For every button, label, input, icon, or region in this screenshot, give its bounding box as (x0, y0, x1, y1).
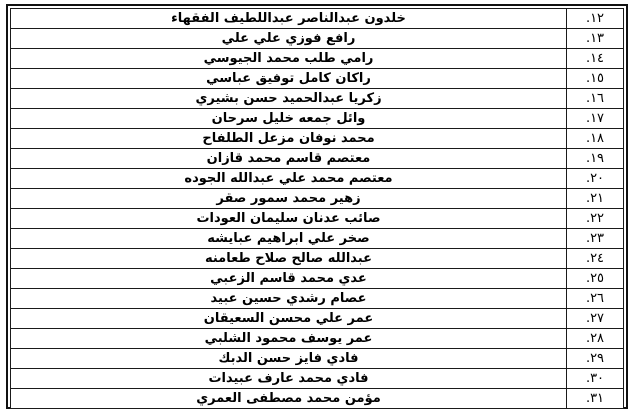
row-number-cell: ٣٠. (567, 369, 624, 389)
document-border-frame (6, 4, 628, 409)
row-name-cell: وائل جمعه خليل سرحان (11, 109, 567, 129)
row-number-cell: ١٢. (567, 9, 624, 29)
row-number-cell: ٢٨. (567, 329, 624, 349)
row-number-cell: ٢١. (567, 189, 624, 209)
table-row (11, 149, 624, 169)
row-number-cell: ١٨. (567, 129, 624, 149)
table-row (11, 309, 624, 329)
row-name-cell: فادي محمد عارف عبيدات (11, 369, 567, 389)
row-number-cell: ١٣. (567, 29, 624, 49)
row-name-cell: زهير محمد سمور صقر (11, 189, 567, 209)
row-number-cell: ٢٩. (567, 349, 624, 369)
table-row (11, 229, 624, 249)
row-name-cell: عمر يوسف محمود الشلبي (11, 329, 567, 349)
row-number-cell: ١٧. (567, 109, 624, 129)
row-number-cell: ٣١. (567, 389, 624, 409)
table-row (11, 389, 624, 409)
table-row (11, 189, 624, 209)
row-number-cell: ٢٣. (567, 229, 624, 249)
table-row (11, 9, 624, 29)
row-number-cell: ١٦. (567, 89, 624, 109)
row-name-cell: عدي محمد قاسم الزعبي (11, 269, 567, 289)
table-row (11, 29, 624, 49)
table-row (11, 129, 624, 149)
row-name-cell: خلدون عبدالناصر عبداللطيف الفقهاء (11, 9, 567, 29)
row-number-cell: ٢٠. (567, 169, 624, 189)
row-number-cell: ٢٥. (567, 269, 624, 289)
row-name-cell: مؤمن محمد مصطفى العمري (11, 389, 567, 409)
row-name-cell: صخر علي ابراهيم عبايشه (11, 229, 567, 249)
names-table (10, 8, 624, 409)
row-name-cell: صائب عدنان سليمان العودات (11, 209, 567, 229)
table-row (11, 89, 624, 109)
row-name-cell: عصام رشدي حسين عبيد (11, 289, 567, 309)
names-table-body (11, 9, 624, 409)
table-row (11, 249, 624, 269)
table-row (11, 69, 624, 89)
table-row (11, 289, 624, 309)
row-number-cell: ٢٤. (567, 249, 624, 269)
row-name-cell: راكان كامل توفيق عباسي (11, 69, 567, 89)
row-name-cell: محمد نوفان مزعل الطلفاح (11, 129, 567, 149)
row-name-cell: معتصم قاسم محمد قازان (11, 149, 567, 169)
table-row (11, 49, 624, 69)
row-number-cell: ١٩. (567, 149, 624, 169)
table-row (11, 109, 624, 129)
row-number-cell: ١٥. (567, 69, 624, 89)
table-row (11, 329, 624, 349)
row-name-cell: معتصم محمد علي عبدالله الجوده (11, 169, 567, 189)
table-row (11, 369, 624, 389)
table-row (11, 169, 624, 189)
row-number-cell: ١٤. (567, 49, 624, 69)
row-name-cell: عمر علي محسن السعيقان (11, 309, 567, 329)
row-name-cell: فادي فايز حسن الدبك (11, 349, 567, 369)
row-number-cell: ٢٦. (567, 289, 624, 309)
row-number-cell: ٢٢. (567, 209, 624, 229)
row-name-cell: رامي طلب محمد الجيوسي (11, 49, 567, 69)
table-row (11, 349, 624, 369)
table-row (11, 209, 624, 229)
row-name-cell: عبدالله صالح صلاح طعامنه (11, 249, 567, 269)
table-row (11, 269, 624, 289)
row-name-cell: رافع فوزي علي علي (11, 29, 567, 49)
row-name-cell: زكريا عبدالحميد حسن بشيري (11, 89, 567, 109)
row-number-cell: ٢٧. (567, 309, 624, 329)
